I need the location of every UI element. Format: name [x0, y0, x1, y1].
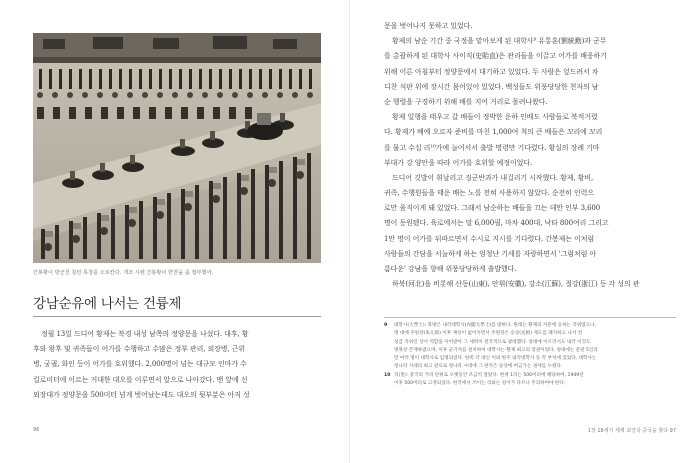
page-number-right: 1장 18세기 세계 최강국 중국을 찾다 97 — [587, 428, 676, 434]
body-line: 황제의 남순 기간 중 국정을 맡아보게 된 대학사⁹ 유통훈(劉統勳)과 군무 — [392, 37, 607, 46]
body-line: 황제 일행을 태우고 갈 배들이 정박한 운하 인배도 사람들로 북적거렸 — [392, 113, 598, 122]
footnote-line: 명 대에 주원장(朱元璋) 이후 재상이 없어지면서 주원장은 승상(丞相) 제도를 폐지하고 나서 전 — [394, 331, 583, 337]
footnote-number: 9 — [384, 323, 388, 328]
body-line: 순 행렬을 구경하기 위해 배를 지어 거리로 몰려나왔다. — [384, 97, 548, 106]
right-body-text — [384, 19, 676, 292]
footnote-line: 청나라 시대의 최고 관료로 청나라 시대에 그 관직은 승상에 버금가는 권세를 누렸다. — [394, 364, 563, 370]
body-line: 디찬 석판 위에 장시간 몸어있어 있었다. 백성들도 위풍당당한 천자의 남 — [384, 82, 599, 91]
footnote-line: 이후 500미터로 고정되었다. 한국에서 쓰이는 리와는 길이가 다르니 주의하여야 한다. — [394, 381, 566, 387]
footnote-text: 리(里): 중국의 거리 단위로 오랫동안 조금씩 달랐다. 현재 1리는 500미터에 해당하며, 1949년 — [394, 372, 584, 378]
body-line: 를 총괄하게 된 대학사 사이직(史貽直)은 관리들을 이끌고 어가를 배웅하기 — [384, 52, 607, 61]
footnote-divider — [384, 317, 676, 318]
body-line: 병, 궁궐, 화인 등이 어가를 호위했다. 2,000명이 넘는 대규모 인마가 수 — [33, 360, 247, 369]
footnote-line — [384, 322, 676, 330]
footnote-line — [384, 372, 676, 380]
section-title: 강남순유에 나서는 건륭제 — [33, 296, 182, 312]
body-line: 로만 움직이게 돼 있었다. 그래서 남순하는 배들을 끄는 데만 인부 3,600 — [384, 204, 601, 213]
image-caption: 간봉황이 방군천 침린 목청를 오로칸다. 개조 시렌 간봉황이 반찬을 좀 절부했어. — [33, 270, 214, 276]
body-line: 위해 이른 아침부터 정양문에서 대기하고 있었다. 두 사람은 엎드려서 차 — [384, 67, 599, 76]
footnote-line: 명목상 존재하였으며, 이후 군기처를 설치하여 대학사는 황제 최고의 장관이었다. 청대에는 문관 5인과 — [394, 347, 598, 353]
footnote-number: 10 — [384, 372, 391, 378]
body-line: 외장대가 정양문을 500미터 넘게 벗어났는데도 대오의 뒷부분은 아직 성 — [33, 390, 250, 399]
body-line: 름다운' 강남을 향해 위풍당당하게 출발했다. — [384, 265, 517, 273]
body-line: 사람들의 간담을 서늘하게 하는 엄청난 기세를 자랑하면서 '그럼처럼 아 — [384, 249, 597, 258]
page-number-left: 96 — [33, 427, 40, 433]
body-line: 를 물고 수십 리¹⁰가에 늘어서서 출발 명령만 기다렸다. 황실의 장례 기마 — [384, 143, 600, 152]
body-line: 명이 동원됐다. 육로에서는 말 6,000필, 마차 400대, 낙타 800여리 그리고 — [384, 219, 609, 228]
footnote-line: 성급 직위인 상서 역할을 이어받아 그 세력이 전국적으로 광대했다. 청대에 이르러서도 내각 이것도 — [394, 339, 591, 345]
body-line: 하북(河北)을 비롯해 산동(山東), 안휘(安徽), 강소(江蘇), 절강(浙江) 등 각 성의 관 — [392, 280, 640, 289]
body-line: 후와 왕후 및 귀족들이 어가를 수행하고 수많은 정부 관리, 외장병, 근위 — [33, 345, 246, 354]
body-line: 다. 황제가 배에 오르자 준비를 마친 1,000여 척의 큰 배들은 꼬리에 꼬리 — [384, 128, 603, 137]
body-line: 부대가 강 양안을 따라 어가를 호위할 예정이었다. — [384, 158, 533, 167]
body-line: 드디어 깃발이 휘날리고 징군반과가 내걸리기 시작했다. 황제, 황비, — [392, 173, 594, 182]
body-line: 킬로미터에 이르는 거대한 대오를 이루면서 앞으로 나아갔다. 맨 앞에 선 — [33, 375, 248, 384]
footnote-text: 대학사(大學士): 북방은 내각대학사(內閣大學士)를 말한다. 원래는 황제의 자문에 응하는 직위였으나, — [394, 323, 597, 328]
body-line: 문을 벗어나지 못하고 있었다. — [384, 22, 473, 30]
body-line: 정월 13일 드디어 황제는 북경 내성 남쪽의 정양문을 나섰다. 대후, 황 — [41, 330, 249, 338]
body-line: 귀족, 수행원들을 태운 배는 노를 전혀 사용하지 않았다. 순전히 인력으 — [384, 189, 594, 198]
body-line: 1만 명이 어가를 뒤따르면서 수시로 지시를 기다렸다. 간봉제는 이처럼 — [384, 234, 595, 243]
footnotes — [384, 322, 676, 388]
footnote-line: 만 여러 명이 대학사로 임명되었다. 한족 각 대신 이외 한주 내각대학사 등 각 부처에 있었다. 대학사는 — [394, 356, 597, 362]
